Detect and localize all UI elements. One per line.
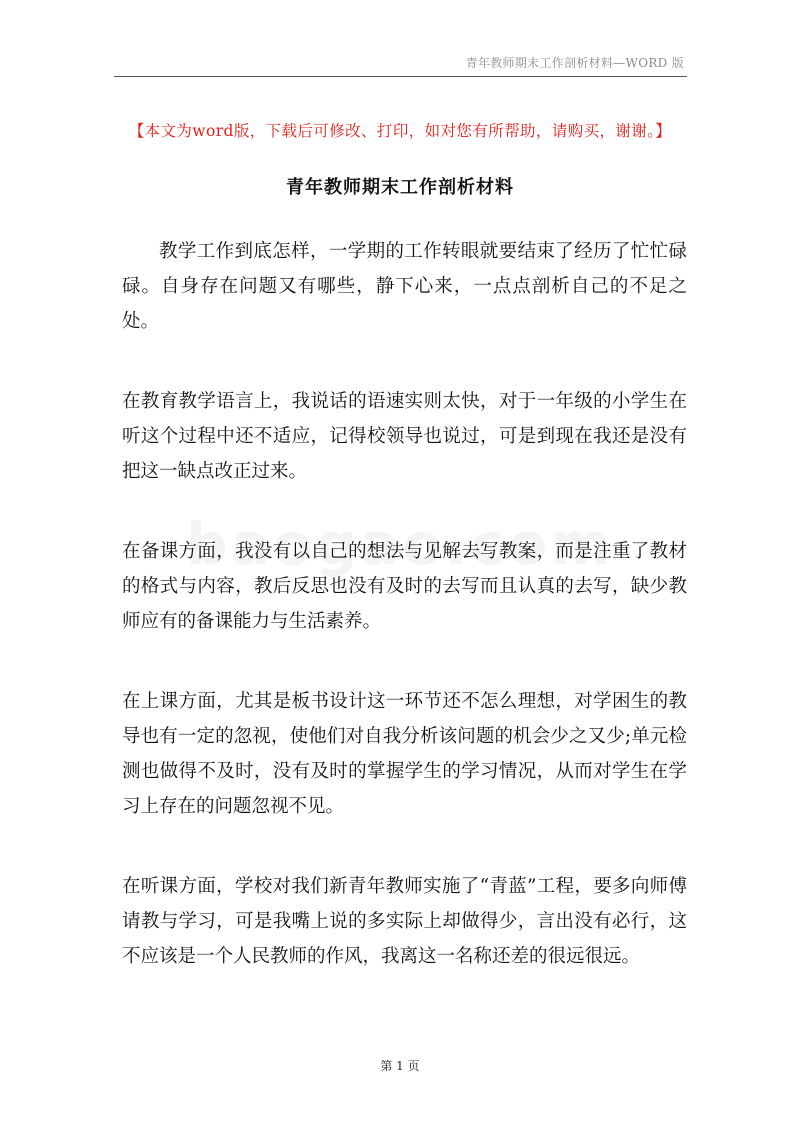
document-title: 青年教师期末工作剖析材料 <box>286 177 514 198</box>
document-body <box>122 234 687 974</box>
running-header: 青年教师期末工作剖析材料—WORD 版 <box>465 56 684 70</box>
paragraph-lesson-prep: 在备课方面，我没有以自己的想法与见解去写教案，而是注重了教材的格式与内容，教后反思也没有及时的去写而且认真的去写，缺少教师应有的备课能力与生活素养。 <box>122 541 687 632</box>
paragraph-teaching: 在上课方面，尤其是板书设计这一环节还不怎么理想，对学困生的教导也有一定的忽视，使他们对自我分析该问题的机会少之又少;单元检测也做得不及时，没有及时的掌握学生的学习情况，从而对学生在学习上存在的问题忽视不见。 <box>122 691 687 817</box>
paragraph-observation: 在听课方面，学校对我们新青年教师实施了“青蓝”工程，要多向师傅请教与学习，可是我嘴上说的多实际上却做得少，言出没有必行，这不应该是一个人民教师的作风，我离这一名称还差的很远很远。 <box>122 876 687 967</box>
header-divider <box>114 76 687 77</box>
purchase-notice: 【本文为word版，下载后可修改、打印，如对您有所帮助，请购买，谢谢。】 <box>128 122 672 140</box>
paragraph-intro: 教学工作到底怎样，一学期的工作转眼就要结束了经历了忙忙碌碌。自身存在问题又有哪些，静下心来，一点点剖析自己的不足之处。 <box>122 241 687 332</box>
paragraph-language: 在教育教学语言上，我说话的语速实则太快，对于一年级的小学生在听这个过程中还不适应，记得校领导也说过，可是到现在我还是没有把这一缺点改正过来。 <box>122 391 687 482</box>
page-number: 第 1 页 <box>380 1059 420 1073</box>
